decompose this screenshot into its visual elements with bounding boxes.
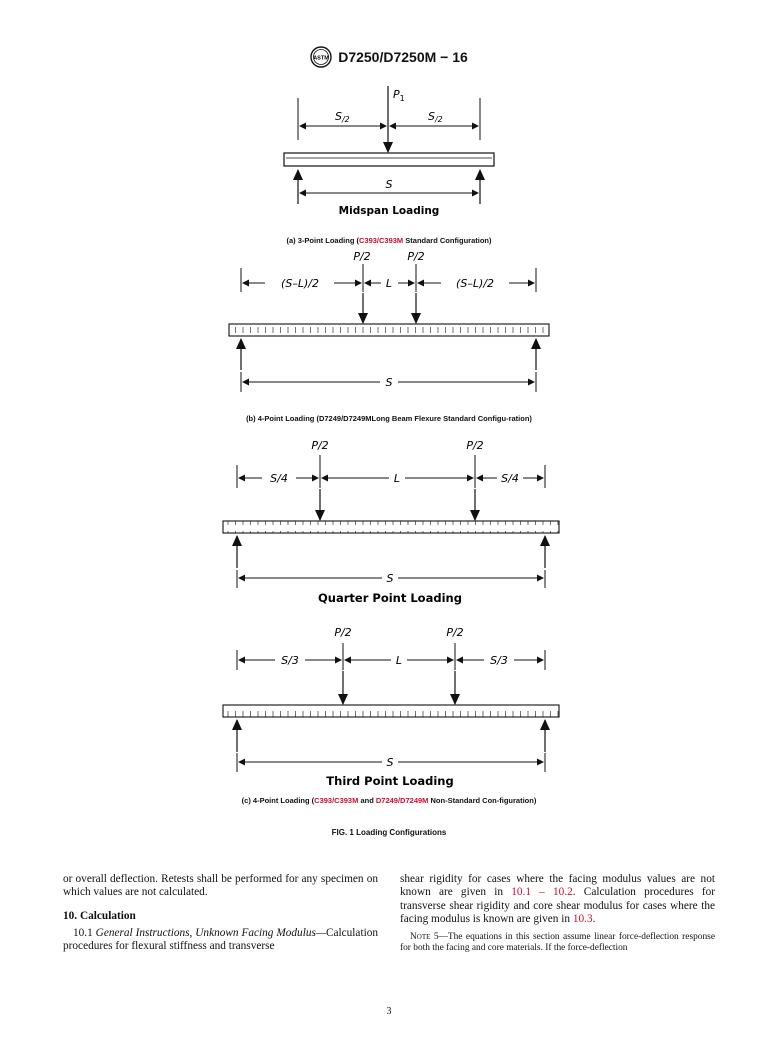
standard-designation: D7250/D7250M − 16 bbox=[338, 49, 468, 65]
beam-specimen bbox=[284, 153, 494, 166]
ref-link-10-2[interactable]: 10.2 bbox=[553, 886, 573, 899]
caption-b: (b) 4-Point Loading (D7249/D7249MLong Beam Flexure Standard Configu-ration) bbox=[246, 414, 532, 423]
dim-label-mid: L bbox=[393, 472, 401, 485]
load-label-right: P/2 bbox=[446, 626, 464, 639]
figure-caption: FIG. 1 Loading Configurations bbox=[331, 828, 447, 837]
page-number: 3 bbox=[386, 1006, 392, 1017]
panel-a-diagram bbox=[284, 86, 494, 217]
load-label-p1: $P_1$ bbox=[393, 88, 405, 103]
caption-a: (a) 3-Point Loading (C393/C393M Standard Configuration) bbox=[286, 236, 492, 245]
paragraph: 10.1 General Instructions, Unknown Facing Modulus—Calculation procedures for flexural stiffness and transverse bbox=[63, 926, 379, 953]
load-label-left: P/2 bbox=[353, 250, 371, 263]
paragraph: shear rigidity for cases where the facing modulus values are not known are given in 10.1 – 10.2. Calculation procedures for transverse shear rigidity and core shear modulus for cases where the facing modulus is known are given in 10.3. bbox=[400, 873, 715, 925]
beam-specimen bbox=[223, 705, 559, 717]
dim-label-right: S/3 bbox=[490, 654, 508, 667]
load-label-right: P/2 bbox=[407, 250, 425, 263]
panel-b-diagram bbox=[229, 250, 549, 392]
load-label-right: P/2 bbox=[466, 439, 484, 452]
right-column bbox=[400, 873, 715, 954]
ref-link-10-1[interactable]: 10.1 bbox=[511, 886, 531, 899]
dim-label-left: S/4 bbox=[270, 472, 288, 485]
dim-label-mid: L bbox=[395, 654, 403, 667]
section-heading: 10. Calculation bbox=[63, 909, 136, 922]
span-label: S bbox=[385, 376, 393, 389]
ref-link-d7249[interactable]: D7249/D7249M bbox=[375, 796, 429, 805]
panel-c-quarter-title: Quarter Point Loading bbox=[318, 591, 462, 605]
span-label: S bbox=[386, 572, 394, 585]
dim-label-right: (S–L)/2 bbox=[456, 277, 494, 290]
dim-label-left: S/3 bbox=[281, 654, 299, 667]
paragraph: or overall deflection. Retests shall be performed for any specimen on which values are not calculated. bbox=[63, 873, 378, 899]
load-label-left: P/2 bbox=[311, 439, 329, 452]
dim-label-right: S/4 bbox=[501, 472, 519, 485]
ref-link-c393[interactable]: C393/C393M bbox=[358, 236, 404, 245]
dim-label-mid: L bbox=[385, 277, 393, 290]
caption-c: (c) 4-Point Loading (C393/C393M and D7249/D7249M Non-Standard Con-figuration) bbox=[241, 796, 537, 805]
panel-c-third-title: Third Point Loading bbox=[326, 774, 454, 788]
astm-logo-text: ASTM bbox=[313, 55, 329, 62]
panel-c-quarter-diagram bbox=[223, 439, 559, 605]
ref-link-c393[interactable]: C393/C393M bbox=[314, 796, 359, 805]
load-label-left: P/2 bbox=[334, 626, 352, 639]
span-label: S bbox=[385, 178, 393, 191]
dim-label-left: (S–L)/2 bbox=[281, 277, 319, 290]
beam-specimen bbox=[229, 324, 549, 336]
panel-a-title: Midspan Loading bbox=[338, 205, 440, 217]
note-5: Note 5—The equations in this section assume linear force-deflection response for both the facing and core materials. If the force-deflection bbox=[400, 932, 715, 954]
half-span-label-left: S/2 bbox=[335, 110, 350, 124]
span-label: S bbox=[386, 756, 394, 769]
beam-specimen bbox=[223, 521, 559, 533]
left-column bbox=[63, 873, 378, 953]
half-span-label-right: S/2 bbox=[428, 110, 443, 124]
panel-c-third-diagram bbox=[223, 626, 559, 788]
ref-link-10-3[interactable]: 10.3 bbox=[572, 912, 593, 925]
